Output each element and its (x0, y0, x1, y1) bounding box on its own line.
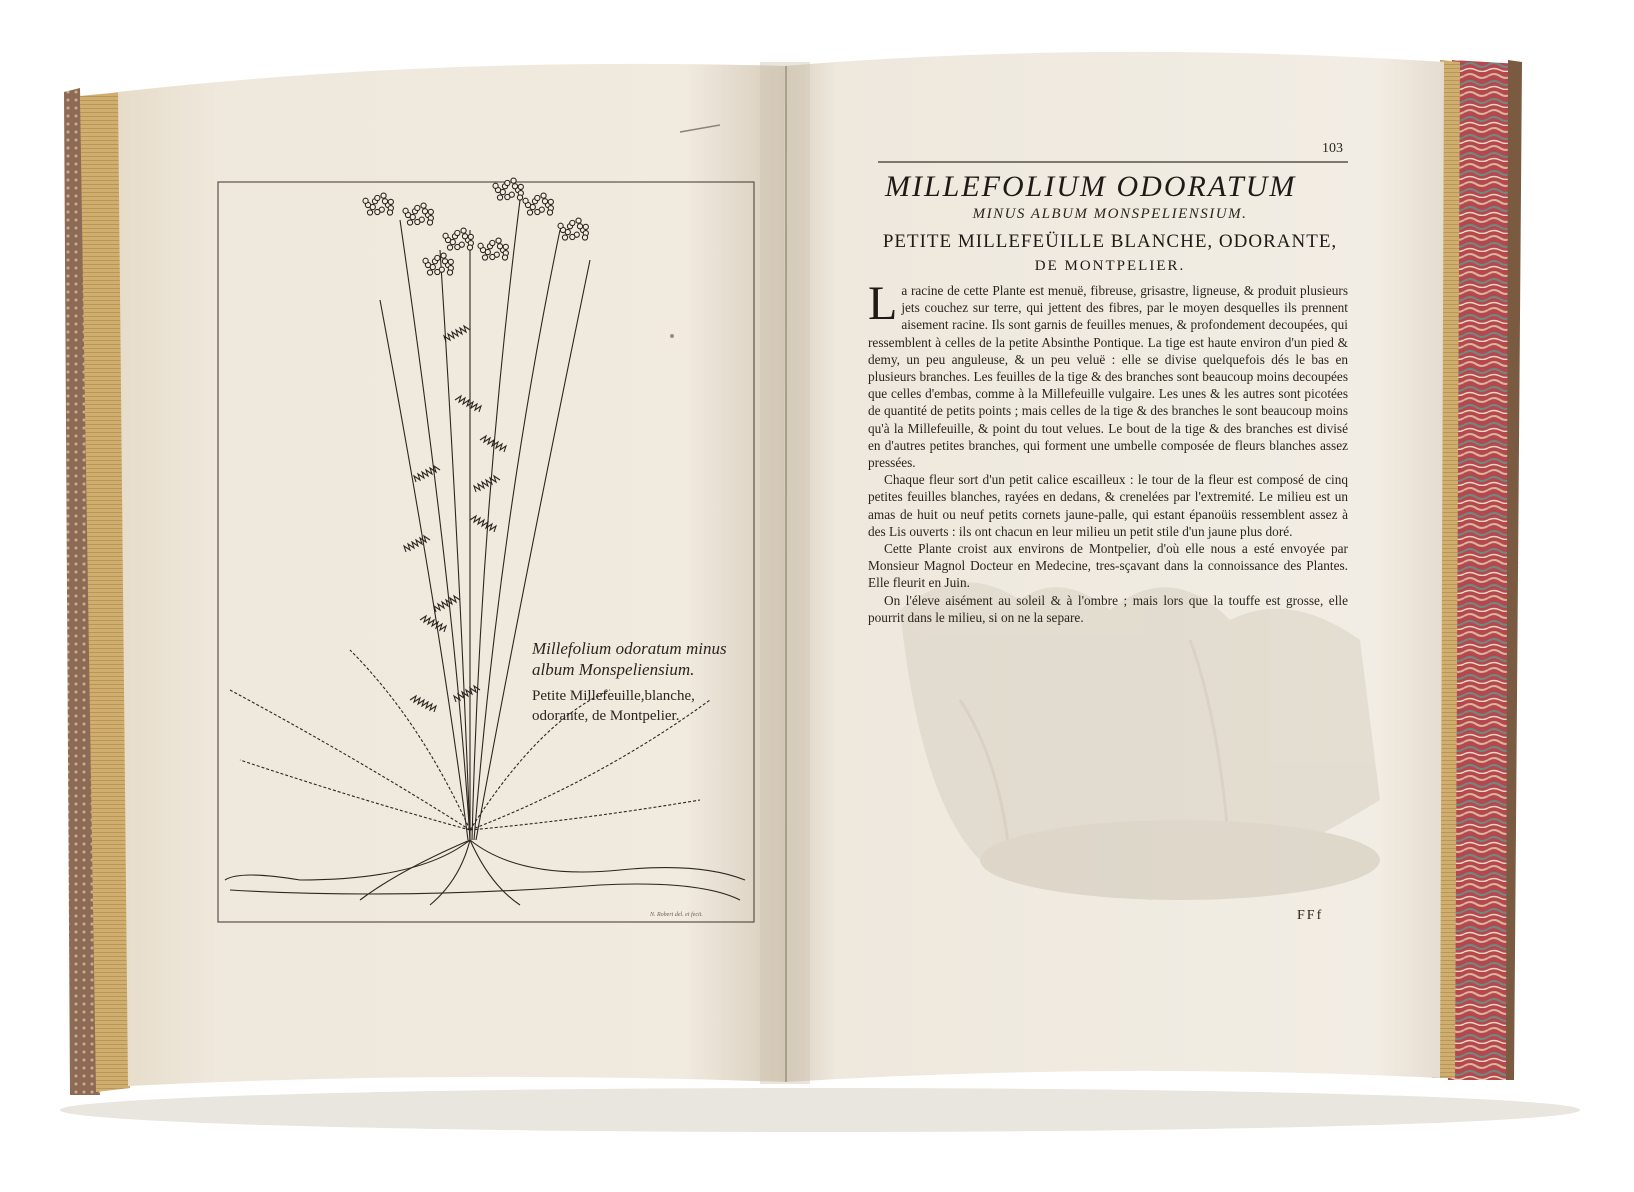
floret (461, 228, 466, 233)
floret (502, 255, 507, 260)
drop-cap: L (868, 277, 898, 330)
floret (523, 198, 528, 203)
floret (512, 184, 517, 189)
gutter-shadow (760, 62, 810, 1084)
floret (415, 219, 420, 224)
floret (388, 199, 393, 204)
floret (548, 199, 553, 204)
plate-caption-french: Petite Millefeuille,blanche, odorante, de Montpelier. (532, 688, 695, 724)
floret (442, 259, 447, 264)
floret (535, 195, 540, 200)
floret (387, 210, 392, 215)
floret (582, 235, 587, 240)
floret (562, 235, 567, 240)
floret (363, 198, 368, 203)
floret (448, 259, 453, 264)
floret (547, 210, 552, 215)
floret (511, 178, 516, 183)
floret (478, 243, 483, 248)
foxing-spot (670, 334, 674, 338)
floret (570, 220, 575, 225)
floret (421, 203, 426, 208)
floret (435, 269, 440, 274)
paragraph: La racine de cette Plante est menuë, fibreuse, grisastre, ligneuse, & produit plusieurs jets couchez sur terre, qui jettent des fibres, par le moyen desquelles ils prennent aisement racine. Ils sont garnis de feuilles menues, & profondement decoupées, qui ressemblent à celles de la petite Absinthe Pontique. La tige est haute environ d'un pied & demy, un peu anguleuse, & un peu veluë : elle se divise quelquefois dés le bas en plusieurs branches. Les feuilles de la tige & des branches sont beaucoup moins decoupées que celles d'embas, comme à la Millefeuille vulgaire. Les unes & les autres sont picotées de quantité de petits points ; mais celles de la tige & des branches le sont beaucoup moins qu'à la Millefeuille, & point du tout velues. Le bout de la tige & des branches est divisé en d'autres petites branches, qui forment une umbelle composée de fleurs blanches assez pressées. (868, 277, 1348, 471)
floret (541, 193, 546, 198)
floret (583, 224, 588, 229)
floret (535, 209, 540, 214)
floret (403, 208, 408, 213)
engraver-credit: N. Robert del. et fecit. (650, 912, 703, 918)
floret (375, 209, 380, 214)
paragraph: Chaque fleur sort d'un petit calice escailleux : le tour de la fleur est composé de cinq petites feuilles blanches, rayées en dedans, & crenelées par l'extremité. Le milieu est un amas de huit ou neuf petits cornets jaune-palle, qui estant épanoüis ressemblent assez à des Lis ouverts : ils ont chacun en leur milieu un petit stile d'un jaune plus doré. (868, 472, 1348, 539)
floret (415, 205, 420, 210)
plate-caption-latin: Millefolium odoratum minus album Monspeliensium. (532, 639, 727, 679)
floret (427, 270, 432, 275)
floret (570, 234, 575, 239)
floret (423, 258, 428, 263)
floret (427, 220, 432, 225)
floret (467, 245, 472, 250)
floret (447, 245, 452, 250)
floret (577, 224, 582, 229)
plate-caption (532, 638, 752, 726)
floret (435, 255, 440, 260)
floret (497, 195, 502, 200)
floret (367, 210, 372, 215)
floret (542, 199, 547, 204)
book-shadow (60, 1088, 1580, 1132)
floret (490, 254, 495, 259)
floret (407, 220, 412, 225)
floret (422, 209, 427, 214)
floret (576, 218, 581, 223)
floret (527, 210, 532, 215)
floret (375, 195, 380, 200)
floret (462, 234, 467, 239)
floret (381, 193, 386, 198)
floret (503, 244, 508, 249)
floret (428, 209, 433, 214)
signature-mark: FFf (1297, 908, 1324, 923)
floret (441, 253, 446, 258)
floret (455, 244, 460, 249)
page-number: 103 (1322, 141, 1343, 156)
paragraph: Cette Plante croist aux environs de Montpelier, d'où elle nous a esté envoyée par Monsieur Magnol Docteur en Medecine, tres-sçavant dans la connoissance des Plantes. Elle fleurit en Juin. (868, 541, 1348, 591)
floret (518, 184, 523, 189)
floret (382, 199, 387, 204)
title-french-line2: DE MONTPELIER. (1034, 258, 1186, 274)
title-latin-line1: MILLEFOLIUM ODORATUM (885, 170, 1297, 203)
title-french-line1: PETITE MILLEFEÜILLE BLANCHE, ODORANTE, (882, 231, 1338, 252)
title-french (880, 230, 1340, 278)
floret (505, 180, 510, 185)
floret (496, 238, 501, 243)
floret (447, 270, 452, 275)
paragraph: On l'éleve aisément au soleil & à l'ombre ; mais lors que la touffe est grosse, elle pourrit dans le milieu, si on ne la separe. (868, 592, 1348, 625)
floret (558, 223, 563, 228)
floret (517, 195, 522, 200)
floret (455, 230, 460, 235)
title-latin-line2: MINUS ALBUM MONSPELIENSIUM. (972, 206, 1248, 222)
floret (493, 183, 498, 188)
floret (490, 240, 495, 245)
floret (468, 234, 473, 239)
floret (505, 194, 510, 199)
floret (482, 255, 487, 260)
description-text (868, 277, 1348, 626)
floret (497, 244, 502, 249)
floret (443, 233, 448, 238)
